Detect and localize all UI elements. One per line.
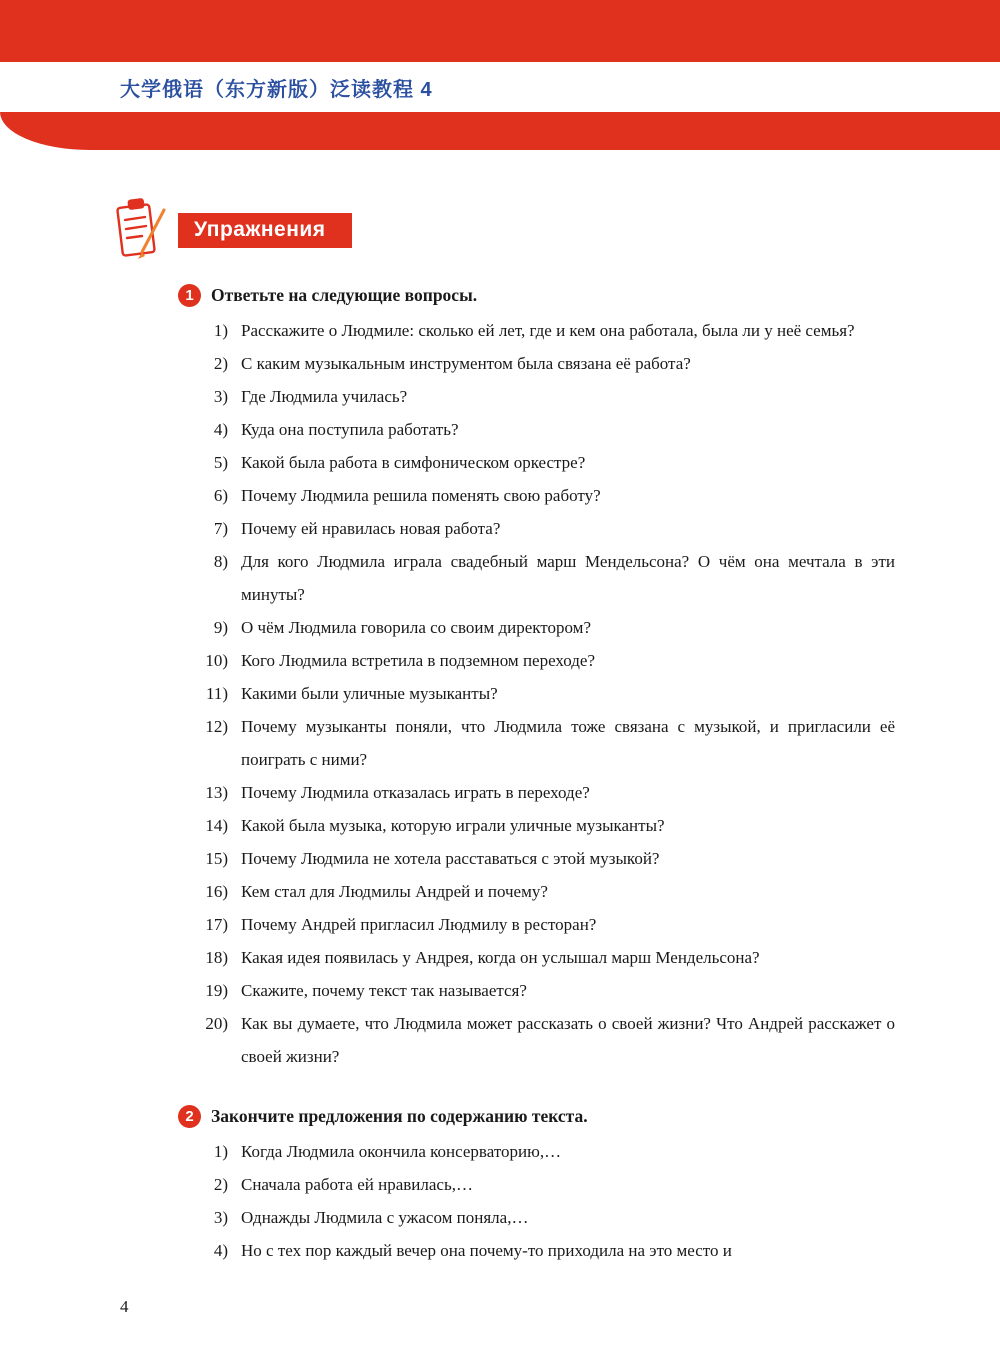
item-text: Однажды Людмила с ужасом поняла,… (241, 1208, 529, 1227)
item-text: Почему Людмила не хотела расставаться с этой музыкой? (241, 849, 660, 868)
item-number: 5) (213, 453, 228, 472)
item-number: 19) (205, 981, 228, 1000)
list-item (178, 776, 895, 809)
item-text: Скажите, почему текст так называется? (241, 981, 527, 1000)
item-text: Почему Людмила отказалась играть в переходе? (241, 783, 590, 802)
item-text: Кого Людмила встретила в подземном переходе? (241, 651, 596, 670)
item-text: Почему ей нравилась новая работа? (241, 519, 501, 538)
item-text: Какая идея появилась у Андрея, когда он услышал марш Мендельсона? (241, 948, 760, 967)
list-item (178, 1201, 895, 1234)
item-number: 6) (213, 486, 228, 505)
section-2 (178, 1099, 895, 1267)
list-item (178, 446, 895, 479)
item-number: 2) (213, 1175, 228, 1194)
header-red-band-top (0, 0, 1000, 62)
item-text: Сначала работа ей нравилась,… (241, 1175, 473, 1194)
item-number: 9) (213, 618, 228, 637)
section-number-badge: 1 (178, 284, 201, 307)
list-item (178, 677, 895, 710)
book-title: 大学俄语（东方新版）泛读教程 4 (120, 78, 433, 101)
item-text: Какой была музыка, которую играли уличные музыканты? (241, 816, 665, 835)
item-number: 3) (213, 1208, 228, 1227)
list-item (178, 413, 895, 446)
item-text: Когда Людмила окончила консерваторию,… (241, 1142, 562, 1161)
item-text: Куда она поступила работать? (241, 420, 459, 439)
list-item (178, 1007, 895, 1073)
item-text: Почему Людмила решила поменять свою работу? (241, 486, 601, 505)
item-number: 7) (213, 519, 228, 538)
item-number: 20) (205, 1014, 228, 1033)
item-text: Где Людмила училась? (241, 387, 408, 406)
item-text: Почему Андрей пригласил Людмилу в ресторан? (241, 915, 597, 934)
item-text: Кем стал для Людмилы Андрей и почему? (241, 882, 548, 901)
item-text: Как вы думаете, что Людмила может рассказать о своей жизни? Что Андрей расскажет о своей жизни? (241, 1014, 895, 1066)
item-number: 16) (205, 882, 228, 901)
list-item (178, 314, 895, 347)
section-title: Ответьте на следующие вопросы. (211, 284, 478, 305)
section-1-heading (178, 278, 895, 312)
item-number: 13) (205, 783, 228, 802)
list-item (178, 479, 895, 512)
list-item (178, 842, 895, 875)
page-number: 4 (120, 1297, 129, 1316)
item-number: 12) (205, 717, 228, 736)
item-number: 4) (213, 420, 228, 439)
list-item (178, 1168, 895, 1201)
item-text: С каким музыкальным инструментом была связана её работа? (241, 354, 691, 373)
list-item (178, 611, 895, 644)
list-item (178, 1135, 895, 1168)
section-title: Закончите предложения по содержанию текста. (211, 1105, 588, 1126)
item-number: 4) (213, 1241, 228, 1260)
list-item (178, 809, 895, 842)
list-item (178, 644, 895, 677)
item-number: 3) (213, 387, 228, 406)
list-item (178, 380, 895, 413)
section-2-heading (178, 1099, 895, 1133)
item-number: 14) (205, 816, 228, 835)
item-text: Какой была работа в симфоническом оркестре? (241, 453, 586, 472)
item-number: 8) (213, 552, 228, 571)
section-1 (178, 278, 895, 1073)
page-content (0, 198, 1000, 1267)
item-number: 1) (213, 321, 228, 340)
item-text: Какими были уличные музыканты? (241, 684, 498, 703)
list-item (178, 1234, 895, 1267)
item-number: 10) (205, 651, 228, 670)
item-number: 11) (205, 684, 228, 703)
list-item (178, 941, 895, 974)
section-number-badge: 2 (178, 1105, 201, 1128)
item-number: 18) (205, 948, 228, 967)
clipboard-pencil-icon (112, 196, 174, 264)
list-item (178, 347, 895, 380)
list-item (178, 908, 895, 941)
question-list-1 (178, 314, 895, 1073)
item-text: Для кого Людмила играла свадебный марш Мендельсона? О чём она мечтала в эти минуты? (241, 552, 895, 604)
item-number: 17) (205, 915, 228, 934)
header-title-strip (0, 62, 1000, 112)
item-number: 2) (213, 354, 228, 373)
list-item (178, 545, 895, 611)
header-red-band-bottom (0, 112, 1000, 150)
item-text: О чём Людмила говорила со своим директором? (241, 618, 591, 637)
item-text: Но с тех пор каждый вечер она почему-то приходила на это место и (241, 1241, 732, 1260)
item-text: Почему музыканты поняли, что Людмила тоже связана с музыкой, и пригласили её поиграть с ними? (241, 717, 895, 769)
list-item (178, 512, 895, 545)
exercises-banner-row (112, 198, 895, 262)
question-list-2 (178, 1135, 895, 1267)
list-item (178, 710, 895, 776)
item-text: Расскажите о Людмиле: сколько ей лет, где и кем она работала, была ли у неё семья? (241, 321, 855, 340)
exercises-banner: Упражнения (178, 213, 352, 248)
list-item (178, 974, 895, 1007)
item-number: 15) (205, 849, 228, 868)
item-number: 1) (213, 1142, 228, 1161)
list-item (178, 875, 895, 908)
